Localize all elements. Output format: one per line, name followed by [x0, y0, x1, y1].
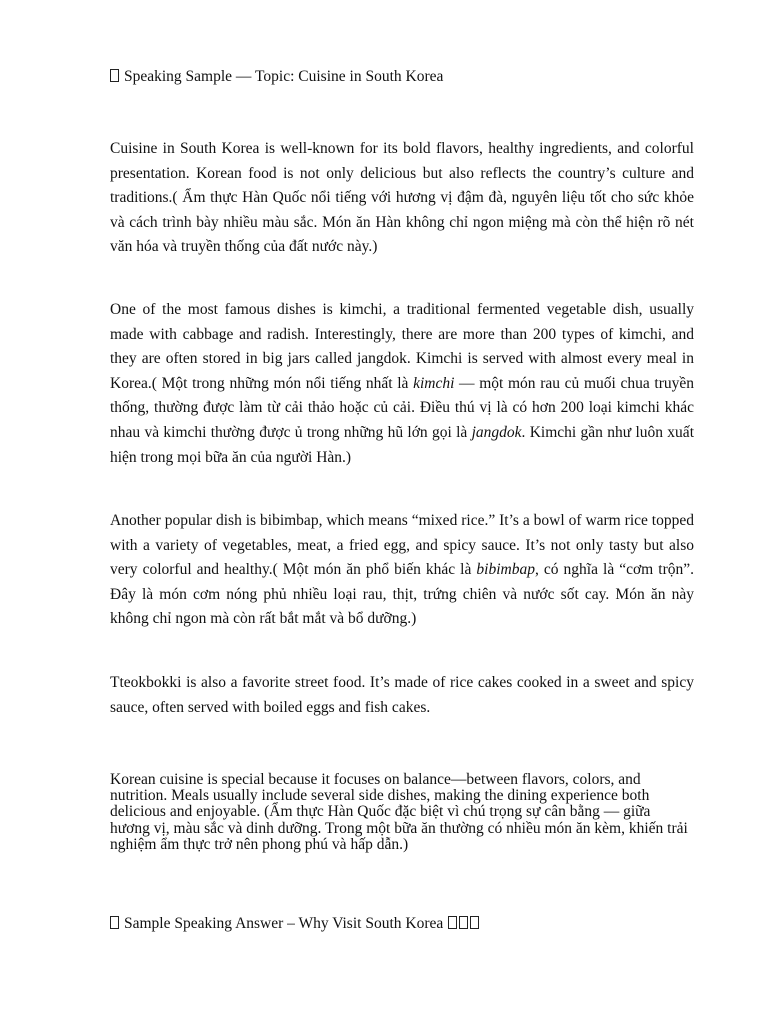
paragraph-kimchi	[110, 298, 694, 470]
section-heading-text: Sample Speaking Answer – Why Visit South Korea	[124, 915, 444, 932]
section-heading-text: Speaking Sample — Topic: Cuisine in South Korea	[124, 68, 444, 85]
italic-term-bibimbap: bibimbap	[476, 561, 535, 579]
missing-glyph-icon	[470, 916, 479, 929]
paragraph-intro: Cuisine in South Korea is well-known for its bold flavors, healthy ingredients, and colorful presentation. Korean food is not only delicious but also reflects the country’s culture and traditions.( Ẩm thực Hàn Quốc nổi tiếng với hương vị đậm đà, nguyên liệu tốt cho sức khỏe và cách trình bày nhiều màu sắc. Món ăn Hàn không chỉ ngon miệng mà còn thể hiện rõ nét văn hóa và truyền thống của đất nước này.)	[110, 140, 694, 256]
missing-glyph-icon	[110, 916, 119, 929]
paragraph-balance: Korean cuisine is special because it focuses on balance—between flavors, colors, and nutrition. Meals usually include several side dishes, making the dining experience both delicious and enjoyable. (Ẩm thực Hàn Quốc đặc biệt vì chú trọng sự cân bằng — giữa hương vị, màu sắc và dinh dưỡng. Trong một bữa ăn thường có nhiều món ăn kèm, khiến trải nghiệm ẩm thực trở nên phong phú và hấp dẫn.)	[110, 771, 688, 853]
missing-glyph-icon	[448, 916, 457, 929]
italic-term-kimchi: kimchi	[413, 374, 455, 392]
paragraph-text: One of the most famous dishes is kimchi, a traditional fermented vegetable dish, usually made with cabbage and radish. Interestingly, there are more than 200 types of kimchi, and they are often stored in big jars called jangdok. Kimchi is served with almost every meal in Korea.( Một trong những món nổi tiếng nhất là	[110, 301, 694, 392]
italic-term-jangdok: jangdok	[471, 423, 522, 441]
section-heading-visit	[110, 914, 694, 934]
paragraph-bibimbap	[110, 509, 694, 632]
paragraph-text: — một món rau củ muối chua truyền thống, thường được làm từ cải thảo hoặc củ cải. Điều thú vị là có hơn 200 loại kimchi khác nhau và kimchi thường được ủ trong những hũ lớn gọi là	[110, 374, 695, 441]
paragraph-tteokbokki: Tteokbokki is also a favorite street food. It’s made of rice cakes cooked in a sweet and spicy sauce, often served with boiled eggs and fish cakes.	[110, 674, 694, 716]
paragraph-text: Another popular dish is bibimbap, which means “mixed rice.” It’s a bowl of warm rice topped with a variety of vegetables, meat, a fried egg, and spicy sauce. It’s not only tasty but also very colorful and healthy.( Một món ăn phổ biến khác là	[110, 512, 694, 579]
paragraph-text: . Kimchi gần như luôn xuất hiện trong mọi bữa ăn của người Hàn.)	[110, 423, 694, 466]
section-heading-cuisine	[110, 67, 694, 87]
missing-glyph-icon	[110, 69, 119, 82]
missing-glyph-icon	[459, 916, 468, 929]
paragraph-text: , có nghĩa là “cơm trộn”. Đây là món cơm nóng phủ nhiều loại rau, thịt, trứng chiên và nước sốt cay. Món ăn này không chỉ ngon mà còn rất bắt mắt và bổ dưỡng.)	[110, 561, 694, 628]
